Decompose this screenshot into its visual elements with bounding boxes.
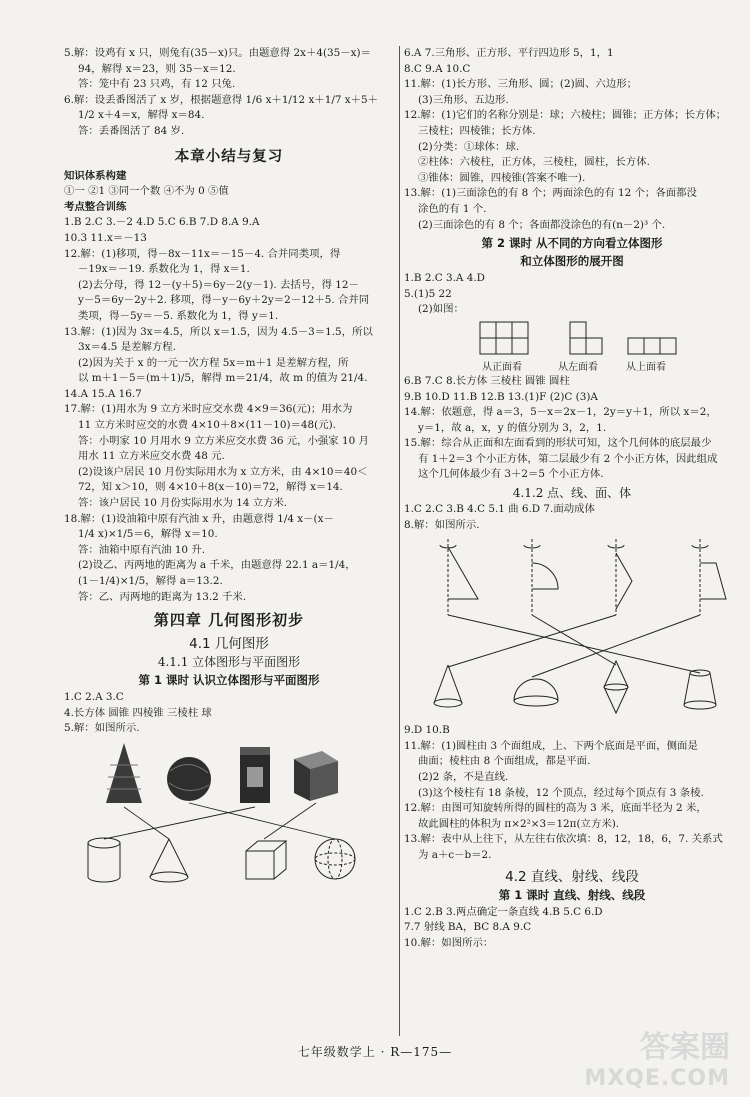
text-line: 12.解：(1)它们的名称分别是：球；六棱柱；圆锥；正方体；长方体； (404, 109, 727, 122)
text-line: 故此圆柱的体积为 π×2²×3＝12π(立方米). (418, 817, 620, 830)
text-line: (3)这个棱柱有 18 条棱，12 个顶点，经过每个顶点有 3 条棱. (418, 786, 704, 799)
text-line: 5.(1)5 22 (404, 287, 452, 300)
text-line: (2)设该户居民 10 月份实际用水为 x 立方米，由 4×10＝40＜ (78, 465, 368, 478)
text-line: 1.B 2.C 3.A 4.D (404, 272, 485, 285)
section-4-2-title: 4.2 直线、射线、线段 (505, 868, 639, 885)
text-line: 曲面；棱柱由 8 个面组成，都是平面. (418, 755, 591, 768)
section-title: 本章小结与复习 (174, 148, 284, 165)
watermark-text: 答案圈 (640, 1030, 730, 1065)
text-line: 答：小明家 10 月用水 9 立方米应交水费 36 元，小强家 10 月 (78, 434, 369, 447)
rotation-figure (404, 533, 740, 723)
knowledge-line: ①一 ②1 ③同一个数 ④不为 0 ⑤值 (64, 185, 229, 198)
text-line: 答：油箱中原有汽油 10 升. (78, 543, 206, 556)
text-line: y－5＝6y－2y＋2. 移项，得－y－6y＋2y＝2－12＋5. 合并同 (78, 294, 370, 307)
text-line: 6.B 7.C 8.长方体 三棱柱 圆锥 圆柱 (404, 374, 570, 387)
chapter-title: 第四章 几何图形初步 (153, 611, 305, 630)
cylinder-icon (88, 838, 120, 882)
text-line: 1.C 2.A 3.C (64, 691, 124, 704)
text-line: 9.D 10.B (404, 724, 450, 737)
sphere-icon (315, 839, 355, 879)
text-line: 用水 11 立方米应交水费 48 元. (78, 450, 225, 463)
text-line: 1.C 2.B 3.两点确定一条直线 4.B 5.C 6.D (404, 905, 603, 918)
subsection-4-1-2-title: 4.1.2 点、线、面、体 (512, 486, 632, 501)
text-line: 答：笼中有 23 只鸡，有 12 只兔. (78, 78, 236, 91)
text-line: 答：乙、丙两地的距离为 13.2 千米. (78, 590, 247, 603)
cone-icon (150, 839, 188, 882)
text-line: 8.解：如图所示. (404, 518, 480, 531)
text-line: 9.B 10.D 11.B 12.B 13.(1)F (2)C (3)A (404, 390, 598, 403)
text-line: 12.解：由图可知旋转所得的圆柱的高为 3 米，底面半径为 2 米， (404, 802, 707, 815)
text-line: (3)三角形、五边形. (418, 93, 509, 106)
text-line: 以 m＋1－5＝(m＋1)/5，解得 m＝21/4，故 m 的值为 21/4. (78, 372, 368, 385)
text-line: (2)因为关于 x 的一元一次方程 5x＝m＋1 是差解方程，所 (78, 356, 349, 369)
cube-icon (246, 841, 286, 879)
text-line: 72，知 x＞10，则 4×10＋8(x－10)＝72，解得 x＝14. (78, 481, 343, 494)
text-line: (2)三面涂色的有 8 个；各面都没涂色的有(n－2)³ 个. (418, 218, 666, 231)
text-line: 答：该户居民 10 月份实际用水为 14 立方米. (78, 497, 288, 510)
subsection-4-1-1-title: 4.1.1 立体图形与平面图形 (157, 655, 301, 670)
page-footer: 七年级数学上 · R—175— (297, 1045, 453, 1059)
text-line: 5.解：设鸡有 x 只，则兔有(35－x)只。由题意得 2x＋4(35－x)＝ (64, 47, 371, 59)
text-line: 11.解：(1)长方形、三角形、圆；(2)圆、六边形； (404, 78, 637, 91)
text-line: 有 1＋2＝3 个小正方体，第二层最少有 2 个小正方体，因此组成 (418, 452, 718, 465)
rhombus-shape (608, 539, 632, 615)
object-matching-figure (64, 737, 394, 891)
review-answers (64, 215, 394, 605)
watermark-logo (584, 1022, 730, 1091)
knowledge-title: 知识体系构建 (64, 169, 127, 182)
top-answers (64, 46, 394, 140)
text-line: －19x＝－19. 系数化为 1，得 x＝1. (78, 263, 250, 276)
top-view-grid (628, 338, 676, 354)
text-line: 11 立方米时应交的水费 4×10＋8×(11－10)＝48(元). (78, 419, 336, 432)
training-title: 考点整合训练 (64, 200, 127, 213)
text-line: (2)2 条，不是直线. (418, 771, 509, 784)
text-line: 10.解：如图所示： (404, 936, 494, 949)
text-line: 6.A 7.三角形、正方形、平行四边形 5，1，1 (404, 47, 614, 59)
rubiks-cube-icon (294, 751, 338, 801)
caption-left-view: 从左面看 (558, 361, 598, 373)
text-line: 为 a＋c－b＝2. (418, 849, 492, 861)
matching-diagram (64, 737, 364, 887)
trapezoid-shape (692, 539, 726, 615)
front-view-grid (480, 322, 528, 354)
text-line: 10.3 11.x＝－13 (64, 231, 147, 244)
text-line: 17.解：(1)用水为 9 立方米时应交水费 4×9＝36(元)；用水为 (64, 403, 353, 416)
text-line: 14.A 15.A 16.7 (64, 387, 142, 400)
hemisphere-solid (514, 679, 558, 706)
christmas-tree-icon (106, 743, 142, 803)
text-line: 15.解：综合从正面和左面看到的形状可知，这个几何体的底层最少 (404, 437, 712, 450)
right-column (404, 46, 740, 951)
text-line: (2)设乙、丙两地的距离为 a 千米，由题意得 22.1 a＝1/4， (78, 559, 356, 572)
column-divider (399, 46, 400, 1036)
text-line: 1.B 2.C 3.－2 4.D 5.C 6.B 7.D 8.A 9.A (64, 216, 260, 229)
text-line: 13.解：(1)因为 3x＝4.5，所以 x＝1.5，因为 4.5－3＝1.5，所以 (64, 325, 373, 338)
watermark-url: MXQE.COM (584, 1066, 730, 1091)
text-line: 6.解：设丢番图活了 x 岁，根据题意得 1/6 x＋1/12 x＋1/7 x＋5＋ (64, 93, 378, 106)
caption-top-view: 从上面看 (626, 361, 666, 373)
three-views-figure (404, 318, 740, 374)
cone-solid (434, 665, 462, 707)
text-line: 这个几何体最少有 3＋2＝5 个小正方体. (418, 468, 604, 481)
text-line: (1－1/4)×1/5，解得 a＝13.2. (78, 575, 223, 587)
lesson-2-title: 第 2 课时 从不同的方向看立体图形 (481, 236, 663, 251)
text-line: 12.解：(1)移项，得－8x－11x＝－15－4. 合并同类项，得 (64, 247, 341, 260)
lesson-1-title: 第 1 课时 认识立体图形与平面图形 (138, 673, 320, 688)
text-line: (2)去分母，得 12－(y＋5)＝6y－2(y－1). 去括号，得 12－ (78, 278, 359, 291)
triangle-shape-1 (440, 539, 478, 615)
text-line: (2)如图： (418, 303, 464, 316)
text-line: 1.C 2.C 3.B 4.C 5.1 曲 6.D 7.面动成体 (404, 503, 595, 516)
text-line: 18.解：(1)设油箱中原有汽油 x 升，由题意得 1/4 x－(x－ (64, 512, 334, 525)
text-line: 11.解：(1)圆柱由 3 个面组成，上、下两个底面是平面，侧面是 (404, 739, 698, 752)
frustum-solid (684, 670, 716, 709)
text-line: 涂色的有 1 个. (418, 202, 487, 215)
section-4-1-title: 4.1 几何图形 (189, 636, 269, 653)
left-view-grid (570, 322, 602, 354)
tea-can-icon (240, 747, 270, 803)
text-line: 答：丢番图活了 84 岁. (78, 124, 185, 137)
text-line: 8.C 9.A 10.C (404, 62, 471, 75)
text-line: 13.解：(1)三面涂色的有 8 个；两面涂色的有 12 个；各面都没 (404, 187, 697, 200)
text-line: 14.解：依题意，得 a＝3，5－x＝2x－1，2y＝y＋1，所以 x＝2， (404, 406, 717, 419)
text-line: 7.7 射线 BA，BC 8.A 9.C (404, 921, 532, 934)
text-line: 1/4 x)×1/5＝6，解得 x＝10. (78, 528, 218, 541)
yarn-ball-icon (167, 757, 211, 801)
text-line: y＝1，故 a，x，y 的值分别为 3，2，1. (418, 421, 607, 434)
text-line: 4.长方体 圆锥 四棱锥 三棱柱 球 (64, 706, 212, 719)
text-line: 三棱柱；四棱锥；长方体. (418, 124, 536, 137)
text-line: ②柱体：六棱柱，正方体，三棱柱，圆柱，长方体. (418, 156, 650, 169)
text-line: 5.解：如图所示. (64, 722, 140, 735)
rotation-diagram (404, 533, 740, 719)
text-line: 3x＝4.5 是差解方程. (78, 341, 176, 354)
left-column (64, 46, 394, 891)
semicircle-shape (524, 539, 558, 615)
lesson-4-2-title: 第 1 课时 直线、射线、线段 (498, 887, 646, 902)
text-line: (2)分类：①球体：球. (418, 140, 520, 153)
text-line: 1/2 x＋4＝x，解得 x＝84. (78, 109, 205, 122)
text-line: 13.解：表中从上往下，从左往右依次填：8，12，18，6，7. 关系式 (404, 833, 723, 846)
text-line: ③锥体：圆锥，四棱锥(答案不唯一). (418, 171, 586, 184)
views-diagram (404, 318, 740, 358)
double-cone-solid (604, 661, 628, 713)
text-line: 94，解得 x＝23，则 35－x＝12. (78, 62, 236, 75)
lesson-2-title-b: 和立体图形的展开图 (520, 254, 624, 269)
text-line: 类项，得－5y＝－5. 系数化为 1，得 y＝1. (78, 309, 279, 322)
caption-front-view: 从正面看 (482, 361, 522, 373)
